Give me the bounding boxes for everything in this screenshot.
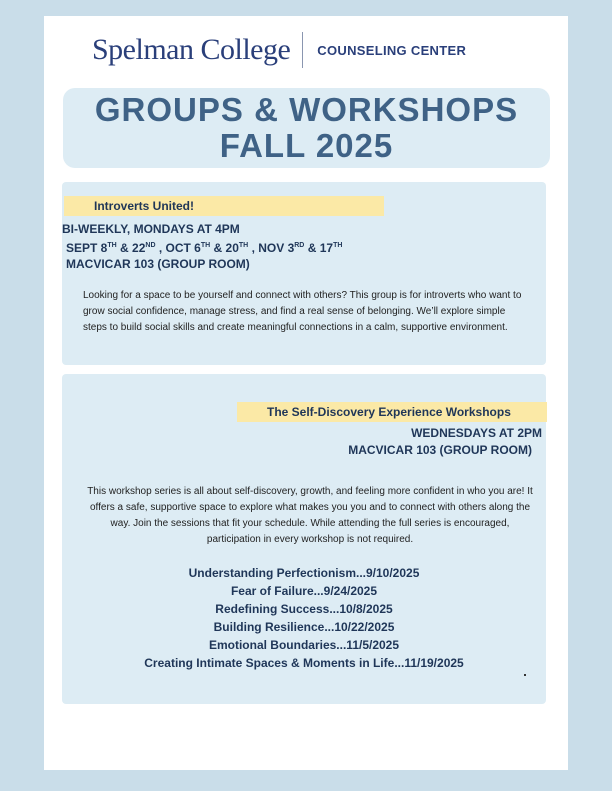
- group-date-text: SEPT 8: [66, 241, 108, 255]
- group-name: Introverts United!: [64, 196, 384, 216]
- group-date-suffix: TH: [200, 242, 211, 249]
- logo-divider: [302, 32, 303, 68]
- stray-dot: [524, 674, 526, 676]
- workshop-schedule: WEDNESDAYS AT 2PM: [411, 426, 542, 440]
- workshop-location: MACVICAR 103 (GROUP ROOM): [348, 443, 532, 457]
- session-list: [62, 564, 546, 672]
- workshop-card: [62, 374, 546, 704]
- group-date-text: & 20: [210, 241, 239, 255]
- group-date-text: & 22: [116, 241, 146, 255]
- group-date-suffix: RD: [294, 242, 305, 249]
- group-location: MACVICAR 103 (GROUP ROOM): [66, 257, 250, 271]
- session-item: Emotional Boundaries...11/5/2025: [208, 638, 400, 652]
- college-logo: Spelman College: [92, 33, 291, 66]
- group-frequency: BI-WEEKLY, MONDAYS AT 4PM: [62, 222, 240, 236]
- workshop-description: This workshop series is all about self-discovery, growth, and feeling more confident in who you are! It offers a safe, supportive space to explore what makes you you and to connect with others along the way. Join the sessions that fit your schedule. While attending the full series is encouraged, participation in every workshop is not required.: [87, 486, 533, 545]
- group-card: [62, 182, 546, 365]
- group-date-suffix: ND: [145, 242, 156, 249]
- counseling-center-label: COUNSELING CENTER: [317, 42, 467, 58]
- session-item: Understanding Perfectionism...9/10/2025: [188, 566, 420, 580]
- workshop-name: The Self-Discovery Experience Workshops: [237, 402, 547, 422]
- group-description: Looking for a space to be yourself and connect with others? This group is for introverts who want to grow social confidence, manage stress, and find a real sense of belonging. We’ll explore simple steps to build social skills and create meaningful connections in a calm, supportive environment.: [83, 290, 522, 333]
- session-item: Fear of Failure...9/24/2025: [230, 584, 378, 598]
- header: [92, 30, 522, 70]
- group-date-suffix: TH: [107, 242, 117, 249]
- group-date-text: , OCT 6: [155, 241, 201, 255]
- group-date-suffix: TH: [333, 242, 343, 249]
- flyer-page: [44, 16, 568, 770]
- title-banner: [63, 88, 550, 168]
- group-dates: [66, 237, 342, 257]
- title-line-1: GROUPS & WORKSHOPS: [94, 91, 519, 128]
- session-item: Creating Intimate Spaces & Moments in Life...11/19/2025: [144, 656, 464, 670]
- title-line-2: FALL 2025: [219, 127, 394, 164]
- group-date-text: , NOV 3: [248, 241, 295, 255]
- session-item: Redefining Success...10/8/2025: [215, 602, 393, 616]
- group-date-suffix: TH: [238, 242, 249, 249]
- group-date-text: & 17: [304, 241, 334, 255]
- session-item: Building Resilience...10/22/2025: [213, 620, 395, 634]
